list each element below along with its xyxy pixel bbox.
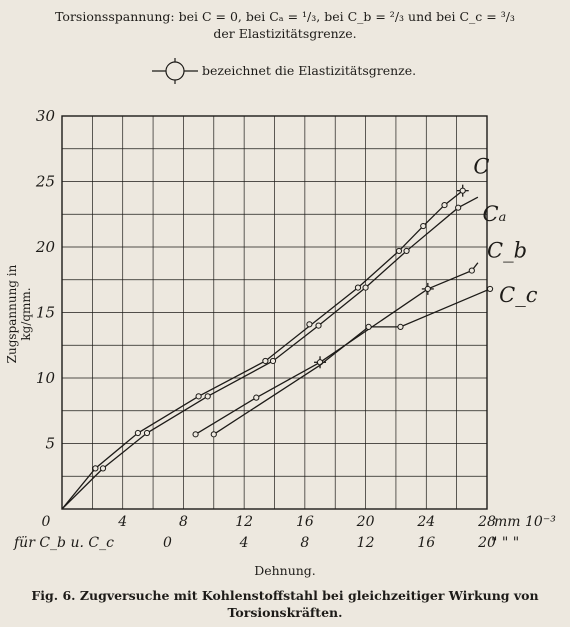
- data-point-marker: [442, 202, 447, 207]
- y-axis-title: Zugspannung in kg/qmm.: [5, 264, 33, 364]
- x-tick-label: 28: [478, 514, 496, 530]
- data-point-marker: [316, 323, 321, 328]
- data-point-marker: [398, 324, 403, 329]
- data-point-marker: [196, 394, 201, 399]
- elastic-limit-marker: [425, 286, 430, 291]
- data-point-marker: [469, 268, 474, 273]
- curve-label: Cₐ: [482, 201, 507, 226]
- data-point-marker: [211, 432, 216, 437]
- y-tick-label: 5: [45, 434, 55, 453]
- data-point-marker: [144, 430, 149, 435]
- data-point-marker: [270, 358, 275, 363]
- y-tick-label: 15: [35, 303, 55, 322]
- y-tick-label: 30: [35, 107, 55, 125]
- x-tick-label: 16: [295, 514, 314, 530]
- data-point-marker: [93, 466, 98, 471]
- x-tick-label: 4: [118, 514, 128, 530]
- data-point-marker: [487, 286, 492, 291]
- caption-top-line2: der Elastizitätsgrenze.: [213, 26, 357, 41]
- x-tick-label-lower: 12: [356, 535, 375, 551]
- data-point-marker: [307, 322, 312, 327]
- data-point-marker: [404, 248, 409, 253]
- elastic-limit-marker: [460, 188, 465, 193]
- x-unit-label: mm 10⁻³: [494, 514, 556, 530]
- x-tick-label: 8: [178, 514, 188, 530]
- data-point-marker: [263, 358, 268, 363]
- data-point-marker: [456, 205, 461, 210]
- y-tick-label: 25: [35, 172, 55, 191]
- data-point-marker: [135, 430, 140, 435]
- data-point-marker: [363, 285, 368, 290]
- x-tick-label-lower: 0: [162, 535, 172, 551]
- y-tick-label: 20: [35, 238, 55, 256]
- caption-bottom-line2: Torsionskräften.: [227, 605, 343, 620]
- data-point-marker: [355, 285, 360, 290]
- y-tick-label: 10: [35, 369, 55, 387]
- x-tick-label: 0: [41, 514, 51, 530]
- x-tick-label-lower: 4: [239, 535, 249, 551]
- series-line-2: [62, 197, 478, 509]
- series-line-1: [62, 191, 463, 509]
- legend-text: bezeichnet die Elastizitätsgrenze.: [202, 63, 417, 78]
- data-point-marker: [193, 432, 198, 437]
- caption-top-line1: Torsionsspannung: bei C = 0, bei Cₐ = ¹/₃, bei C_b = ²/₃ und bei C_c = ³/₃: [55, 9, 515, 24]
- curve-label: C: [473, 154, 490, 179]
- data-point-marker: [421, 223, 426, 228]
- caption-bottom: [20, 587, 550, 621]
- x-axis-title: Dehnung.: [254, 563, 316, 578]
- data-point-marker: [205, 394, 210, 399]
- curve-label: C_b: [487, 238, 528, 263]
- curve-label: C_c: [499, 283, 538, 308]
- x-tick-label-lower: 16: [417, 535, 436, 551]
- x-tick-label-lower: 8: [300, 535, 310, 551]
- x-tick-label: 24: [417, 514, 436, 530]
- x-lower-prefix: für C_b u. C_c: [14, 535, 114, 551]
- x-tick-label: 12: [235, 514, 254, 530]
- caption-bottom-line1: Fig. 6. Zugversuche mit Kohlenstoffstahl bei gleichzeitiger Wirkung von: [31, 588, 539, 603]
- x-tick-label: 20: [356, 514, 375, 530]
- data-point-marker: [396, 248, 401, 253]
- data-point-marker: [254, 395, 259, 400]
- series-line-4: [214, 289, 490, 434]
- x-tick-label-lower: 20: [478, 535, 496, 551]
- data-point-marker: [100, 466, 105, 471]
- x-lower-ditto: " " ": [491, 535, 520, 551]
- data-point-marker: [366, 324, 371, 329]
- series-line-3: [196, 263, 478, 435]
